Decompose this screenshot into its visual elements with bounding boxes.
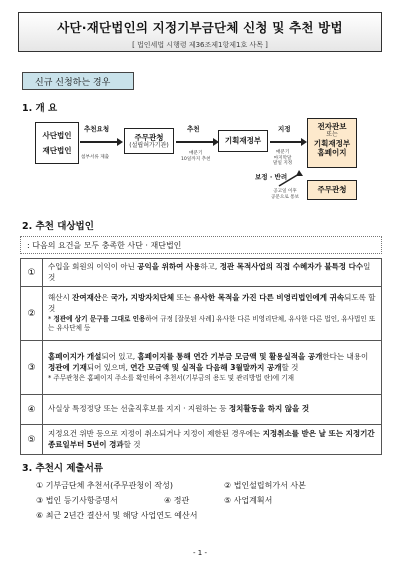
note-docs-submit: 첨부서류 제출	[81, 155, 110, 160]
req2-part7: 되도록 할 것	[48, 293, 376, 314]
note-quarter-line1: 매분기	[275, 150, 290, 155]
targets-condition: : 다음의 요건을 모두 충족한 사단 · 재단법인	[20, 236, 382, 254]
ministry2-node: 주무관청	[307, 180, 357, 200]
note-quarter	[273, 150, 292, 167]
gazette-node-line3: 기획재정부	[313, 138, 351, 148]
gazette-node-line2: 또는	[326, 131, 338, 139]
req2-part5: 또는	[174, 293, 194, 303]
overview-heading: 1. 개 요	[22, 103, 58, 114]
req2-part2: 잔여재산	[72, 293, 102, 303]
req-text-1	[43, 259, 382, 287]
req1-part5: 일 것	[48, 261, 371, 282]
list-item: ⑤ 사업계획서	[224, 496, 273, 506]
req2-part4: 국가, 지방자치단체	[110, 293, 175, 303]
req2-note-part3: 하여 규정 [잘못된 사례] 유사한 다른 비영리단체, 유사한 다른 법인, 유사법인 또는 유사단체 등	[48, 315, 376, 333]
req5-part3: 할 것	[123, 439, 141, 449]
req-num-4: ④	[21, 395, 43, 425]
requirements-table	[20, 258, 382, 455]
label-designate: 지정	[278, 125, 291, 133]
list-item: ④ 정관	[164, 496, 190, 506]
req5-part2: 지정취소를 받은 날 또는 지정기간 종료일부터 5년이 경과	[48, 428, 375, 449]
table-row	[21, 287, 382, 341]
submission-heading: 3. 추천시 제출서류	[22, 463, 104, 474]
table-row	[21, 425, 382, 455]
gazette-node-line1: 전자관보	[317, 122, 347, 131]
arrow-report	[275, 168, 305, 190]
label-apply: 추천요청	[84, 125, 110, 133]
req5-part1: 지정요건 위반 등으로 지정이 취소되거나 지정이 제한된 경우에는	[48, 428, 263, 438]
document-title: 사단·재단법인의 지정기부금단체 신청 및 추천 방법	[57, 20, 343, 35]
table-row	[21, 341, 382, 395]
arrow-apply	[80, 141, 118, 143]
req4-part1: 사실상 특정정당 또는 선출직후보를 지지 · 지원하는 등	[48, 404, 229, 414]
req3-part7: 연간 모금액 및 실적을 다음해 3월말까지 공개	[130, 362, 282, 372]
note-notice-line2: 공문으로 통보	[271, 194, 300, 200]
list-item: ⑥ 최근 2년간 결산서 및 해당 사업연도 예산서	[36, 511, 198, 521]
corp-node	[35, 122, 79, 164]
table-row	[21, 259, 382, 287]
submission-list	[36, 478, 386, 524]
table-row	[21, 395, 382, 425]
arrow-designate	[270, 141, 302, 143]
req3-part8: 할 것	[281, 362, 299, 372]
req3-part6: 되어 있으며,	[86, 362, 131, 372]
req3-part4: 한다는 내용이	[322, 352, 369, 362]
req1-part4: 정관 목적사업의 직접 수혜자가 불특정 다수	[219, 261, 364, 271]
note-notice	[271, 189, 299, 200]
req1-part1: 수입을 회원의 이익이 아닌	[48, 261, 138, 271]
req2-note-part1: *	[48, 315, 54, 324]
req1-part2: 공익을 위하여 사용	[137, 261, 201, 271]
corp-node-line1: 사단법인	[42, 131, 72, 140]
ministry-node-subtitle: (설립허가기관)	[129, 142, 169, 150]
req-num-2: ②	[21, 287, 43, 341]
list-item: ③ 법인 등기사항증명서	[36, 496, 118, 506]
note-deadline	[181, 151, 211, 162]
req-num-3: ③	[21, 341, 43, 395]
submission-row	[36, 478, 386, 493]
req3-note: * 주무관청은 홈페이지 주소를 확인하여 추천서(기부금의 용도 및 관리방법 란)에 기재	[48, 373, 294, 382]
req2-part3: 은	[101, 293, 111, 303]
req-num-1: ①	[21, 259, 43, 287]
req2-note-part2: 정관에 상기 문구를 그대로 인용	[53, 315, 146, 324]
req4-part2: 정치활동을 하지 않을 것	[228, 404, 310, 414]
note-notice-line1: 공고일 이후	[273, 189, 297, 194]
req-num-5: ⑤	[21, 425, 43, 455]
label-recommend: 추천	[187, 125, 200, 133]
submission-row	[36, 508, 386, 523]
arrow-recommend	[176, 141, 214, 143]
document-subtitle: [ 법인세법 시행령 제36조제1항제1호 사목 ]	[132, 41, 268, 49]
note-deadline-line2: 10일까지 추천	[181, 156, 211, 162]
gazette-node	[307, 118, 357, 168]
note-quarter-line2: 마지막달	[273, 155, 292, 161]
req-text-3	[43, 341, 382, 395]
targets-heading: 2. 추천 대상법인	[22, 221, 94, 232]
req1-part3: 하고,	[200, 261, 220, 271]
list-item: ② 법인설립허가서 사본	[224, 481, 306, 490]
gazette-node-line4: 홈페이지	[317, 148, 347, 158]
req3-part5: 정관에 기재	[48, 362, 87, 372]
req-text-4	[43, 395, 382, 425]
document-title-box	[18, 12, 382, 52]
submission-row	[36, 493, 386, 508]
note-quarter-line3: 말일 지정	[273, 161, 293, 167]
req2-note	[48, 315, 376, 333]
req-text-5	[43, 425, 382, 455]
req3-part2: 되어 있고,	[101, 352, 138, 362]
req3-part1: 홈페이지가 개설	[48, 352, 102, 362]
req3-part3: 홈페이지를 통해 연간 기부금 모금액 및 활용실적을 공개	[137, 352, 323, 362]
list-item: ① 기부금단체 추천서(주무관청이 작성)	[36, 481, 173, 490]
ministry-node	[124, 128, 174, 154]
req2-part1: 해산시	[48, 293, 73, 303]
req2-part6: 유사한 목적을 가진 다른 비영리법인에게 귀속	[193, 293, 345, 303]
req-text-2	[43, 287, 382, 341]
corp-node-line2: 재단법인	[42, 146, 72, 156]
page-number: - 1 -	[193, 549, 207, 557]
label-report: 보정 · 반려	[255, 173, 288, 181]
ministry-node-title: 주무관청	[134, 133, 164, 142]
note-deadline-line1: 매분기	[189, 151, 203, 156]
section-label: 신규 신청하는 경우	[22, 72, 134, 90]
mosf-node: 기획재정부	[218, 130, 268, 152]
